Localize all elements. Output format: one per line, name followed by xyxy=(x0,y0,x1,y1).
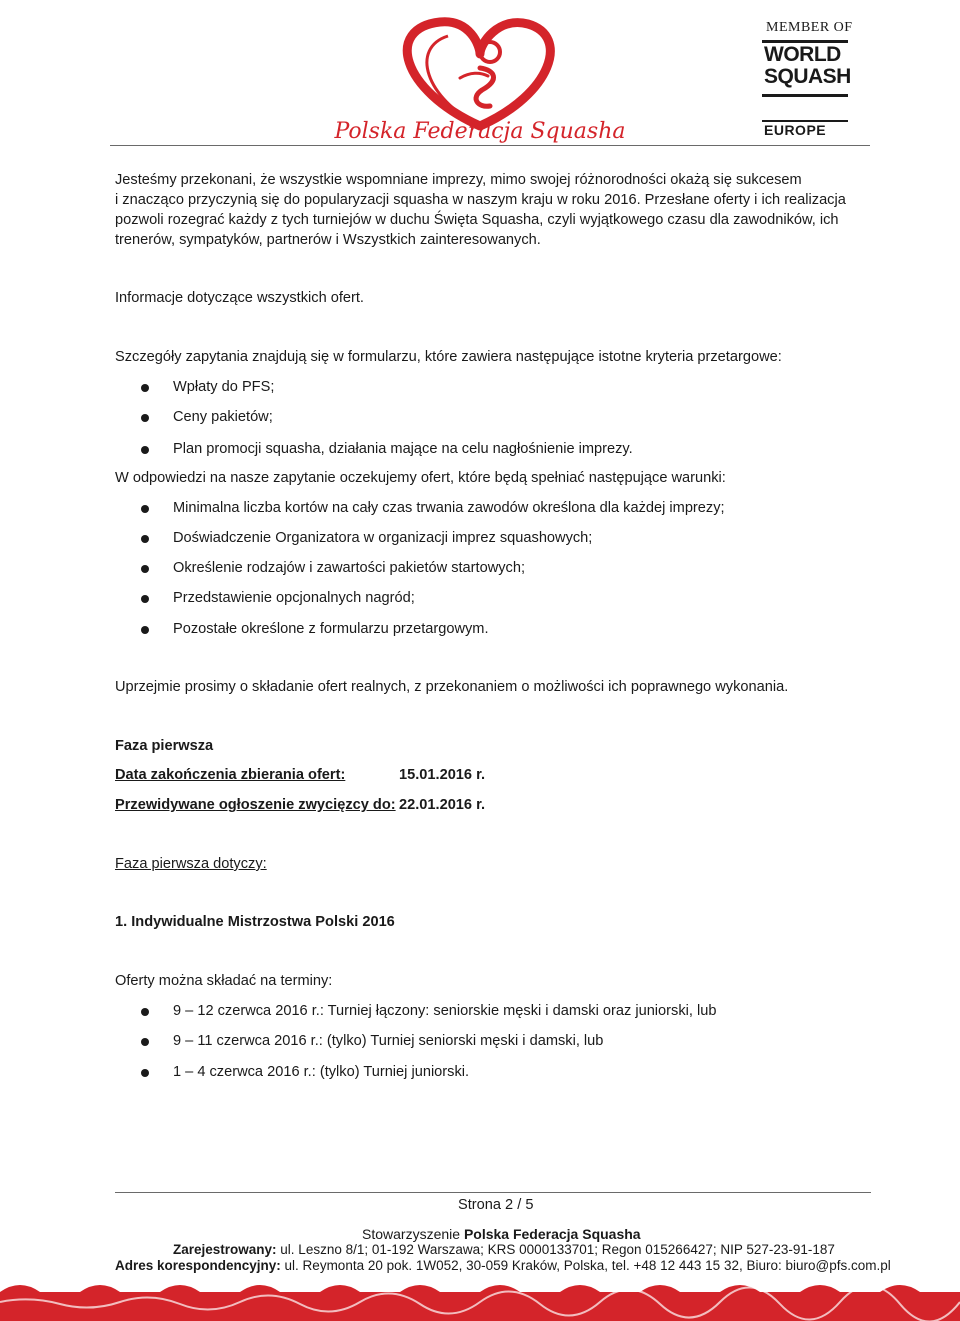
registered-value: ul. Leszno 8/1; 01-192 Warszawa; KRS 0000133701; Regon 015266427; NIP 527-23-91-187 xyxy=(276,1242,835,1257)
member-of-label: MEMBER OF xyxy=(766,20,853,35)
terms-intro: Oferty można składać na terminy: xyxy=(115,973,333,989)
association-name: Polska Federacja Squasha xyxy=(463,1226,641,1242)
association-prefix: Stowarzyszenie xyxy=(362,1226,464,1242)
bullet-icon xyxy=(141,535,149,543)
bullet-icon xyxy=(141,1069,149,1077)
bullet-icon xyxy=(141,384,149,392)
criteria-intro: Szczegóły zapytania znajdują się w formularzu, które zawiera następujące istotne kryteria przetargowe: xyxy=(115,349,782,365)
criteria-item: Ceny pakietów; xyxy=(173,409,273,425)
condition-item: Minimalna liczba kortów na cały czas trwania zawodów określona dla każdej imprezy; xyxy=(173,500,725,516)
condition-item: Przedstawienie opcjonalnych nagród; xyxy=(173,590,415,606)
term-item: 9 – 11 czerwca 2016 r.: (tylko) Turniej seniorski męski i damski, lub xyxy=(173,1033,604,1049)
term-item: 1 – 4 czerwca 2016 r.: (tylko) Turniej juniorski. xyxy=(173,1064,470,1080)
bullet-icon xyxy=(141,446,149,454)
condition-item: Doświadczenie Organizatora w organizacji imprez squashowych; xyxy=(173,530,593,546)
bullet-icon xyxy=(141,565,149,573)
page-number: Strona 2 / 5 xyxy=(458,1197,534,1213)
bullet-icon xyxy=(141,1008,149,1016)
intro-line-4: trenerów, sympatyków, partnerów i Wszystkich zainteresowanych. xyxy=(115,232,541,248)
criteria-item: Wpłaty do PFS; xyxy=(173,379,275,395)
logo-text: Polska Federacja Squasha xyxy=(334,119,626,144)
footer-association xyxy=(362,1226,641,1242)
intro-line-2: i znacząco przyczynią się do popularyzacji squasha w naszym kraju w roku 2016. Przesłane oferty i ich realizacja xyxy=(115,192,846,208)
address-label: Adres korespondencyjny: xyxy=(115,1258,281,1273)
bullet-icon xyxy=(141,505,149,513)
info-heading: Informacje dotyczące wszystkich ofert. xyxy=(115,290,364,306)
footer-divider xyxy=(115,1192,871,1193)
world-squash-logo-squash: SQUASH xyxy=(764,65,851,88)
condition-item: Określenie rodzajów i zawartości pakietów startowych; xyxy=(173,560,526,576)
conditions-intro: W odpowiedzi na nasze zapytanie oczekujemy ofert, które będą spełniać następujące warunki: xyxy=(115,470,726,486)
footer-address xyxy=(115,1258,891,1273)
pfs-logo xyxy=(330,8,630,156)
header-divider xyxy=(110,145,870,146)
intro-line-1: Jesteśmy przekonani, że wszystkie wspomniane imprezy, mimo swojej różnorodności okażą się sukcesem xyxy=(115,172,802,188)
world-squash-bottom-bar xyxy=(762,94,848,97)
winner-label: Przewidywane ogłoszenie zwycięzcy do: xyxy=(115,797,396,813)
winner-value: 22.01.2016 r. xyxy=(399,797,486,813)
phase-title: Faza pierwsza xyxy=(115,738,214,754)
request-text: Uprzejmie prosimy o składanie ofert realnych, z przekonaniem o możliwości ich poprawnego wykonania. xyxy=(115,679,789,695)
intro-line-3: pozwoli rozegrać każdy z tych turniejów w duchu Święta Squasha, czyli wyjątkowego czasu dla zawodników, ich xyxy=(115,212,839,228)
footer-registered xyxy=(173,1242,835,1257)
term-item: 9 – 12 czerwca 2016 r.: Turniej łączony: seniorskie męski i damski oraz juniorski, lub xyxy=(173,1003,717,1019)
europe-label: EUROPE xyxy=(764,122,827,138)
deadline-label: Data zakończenia zbierania ofert: xyxy=(115,767,346,783)
criteria-item: Plan promocji squasha, działania mające na celu nagłośnienie imprezy. xyxy=(173,441,633,457)
address-value: ul. Reymonta 20 pok. 1W052, 30-059 Kraków, Polska, tel. +48 12 443 15 32, Biuro: biuro@pfs.com.pl xyxy=(280,1258,891,1273)
bullet-icon xyxy=(141,626,149,634)
condition-item: Pozostałe określone z formularzu przetargowym. xyxy=(173,621,489,637)
bullet-icon xyxy=(141,1038,149,1046)
phase-concerns: Faza pierwsza dotyczy: xyxy=(115,856,267,872)
bullet-icon xyxy=(141,595,149,603)
event-title: 1. Indywidualne Mistrzostwa Polski 2016 xyxy=(115,914,395,930)
registered-label: Zarejestrowany: xyxy=(173,1242,277,1257)
bullet-icon xyxy=(141,414,149,422)
footer-decoration xyxy=(0,1272,960,1321)
deadline-value: 15.01.2016 r. xyxy=(399,767,486,783)
world-squash-logo-world: WORLD xyxy=(764,43,841,66)
